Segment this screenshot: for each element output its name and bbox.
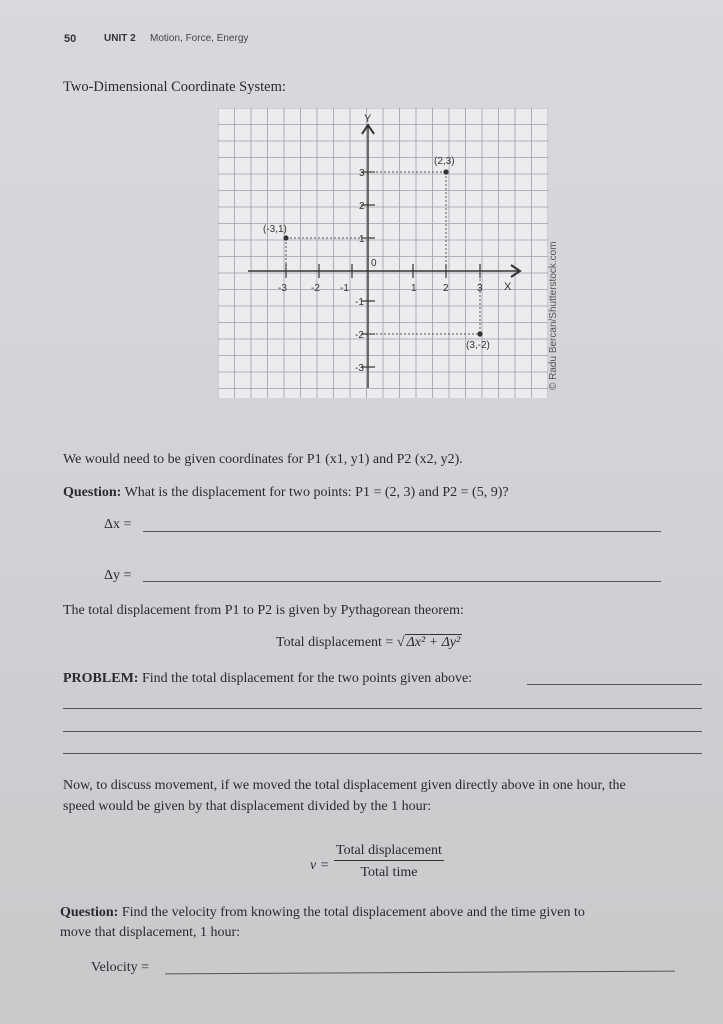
dx-answer-line[interactable] bbox=[143, 531, 661, 532]
y-tick-label: 3 bbox=[359, 168, 365, 179]
displacement-formula bbox=[276, 634, 462, 651]
x-tick-label: 2 bbox=[443, 283, 449, 294]
problem-statement bbox=[63, 671, 472, 687]
x-tick-label: -1 bbox=[340, 283, 349, 294]
formula-radicand: Δx² + Δy² bbox=[406, 635, 461, 650]
y-tick-label: 1 bbox=[359, 234, 365, 245]
formula-lhs: Total displacement = bbox=[276, 635, 394, 650]
point-2-3 bbox=[443, 169, 448, 174]
question-1 bbox=[63, 485, 509, 501]
movement-line-2: speed would be given by that displacement divided by the 1 hour: bbox=[63, 799, 432, 814]
dx-label: Δx = bbox=[104, 517, 132, 532]
y-tick-label: -3 bbox=[355, 363, 364, 374]
grid-lines bbox=[218, 108, 548, 398]
unit-label: UNIT 2 bbox=[104, 33, 136, 44]
intro-sentence bbox=[63, 452, 463, 468]
x-tick-label: 1 bbox=[411, 283, 417, 294]
page-number: 50 bbox=[64, 33, 77, 45]
problem-answer-line[interactable] bbox=[527, 684, 702, 685]
unit-topic: Motion, Force, Energy bbox=[150, 33, 249, 44]
y-tick-label: -1 bbox=[355, 297, 364, 308]
question-label: Question: bbox=[63, 485, 122, 500]
section-title: Two-Dimensional Coordinate System: bbox=[63, 79, 286, 95]
coordinate-grid-figure bbox=[218, 108, 548, 398]
question-text: What is the displacement for two points: P1 = (2, 3) and P2 = (5, 9)? bbox=[124, 485, 509, 500]
speed-lhs: v = bbox=[310, 858, 330, 873]
dy-answer-line[interactable] bbox=[143, 581, 661, 582]
speed-numerator: Total displacement bbox=[334, 843, 444, 861]
problem-answer-line[interactable] bbox=[63, 753, 702, 754]
problem-answer-line[interactable] bbox=[63, 731, 702, 732]
origin-label: 0 bbox=[371, 258, 377, 269]
question-label: Question: bbox=[60, 905, 119, 920]
intro-prefix: We would need to be given coordinates for bbox=[63, 452, 304, 467]
problem-text: Find the total displacement for the two points given above: bbox=[141, 671, 473, 686]
point-neg3-1 bbox=[283, 235, 288, 240]
x-tick-label: -3 bbox=[278, 283, 287, 294]
intro-and: and bbox=[372, 452, 394, 467]
point-3-neg2 bbox=[477, 331, 482, 336]
question-text: Find the velocity from knowing the total displacement above and the time given to bbox=[121, 905, 585, 920]
problem-answer-line[interactable] bbox=[63, 708, 702, 709]
pythagoras-text: The total displacement from P1 to P2 is given by Pythagorean theorem: bbox=[63, 603, 464, 618]
problem-label: PROBLEM: bbox=[63, 671, 139, 686]
question-2-line-1 bbox=[60, 905, 585, 921]
dy-label: Δy = bbox=[104, 568, 132, 583]
velocity-label: Velocity = bbox=[91, 960, 150, 975]
velocity-answer-line[interactable] bbox=[165, 971, 675, 975]
sqrt-symbol: √ bbox=[396, 635, 405, 650]
speed-denominator: Total time bbox=[360, 865, 418, 880]
movement-line-1: Now, to discuss movement, if we moved the total displacement given directly above in one hour, the bbox=[63, 778, 626, 793]
y-axis-label: Y bbox=[364, 113, 372, 125]
figure-credit: © Radu Bercan/Shutterstock.com bbox=[548, 241, 559, 390]
intro-p2: P2 (x2, y2). bbox=[396, 452, 463, 467]
intro-p1: P1 (x1, y1) bbox=[306, 452, 370, 467]
x-tick-label: -2 bbox=[311, 283, 320, 294]
question-2-line-2: move that displacement, 1 hour: bbox=[60, 925, 241, 940]
x-tick-label: 3 bbox=[477, 283, 483, 294]
speed-fraction bbox=[334, 843, 444, 881]
x-axis-label: X bbox=[504, 281, 512, 293]
point-label: (-3,1) bbox=[263, 224, 287, 235]
y-tick-label: 2 bbox=[359, 201, 365, 212]
point-label: (3,-2) bbox=[466, 340, 490, 351]
y-tick-label: -2 bbox=[355, 330, 364, 341]
point-label: (2,3) bbox=[434, 156, 455, 167]
